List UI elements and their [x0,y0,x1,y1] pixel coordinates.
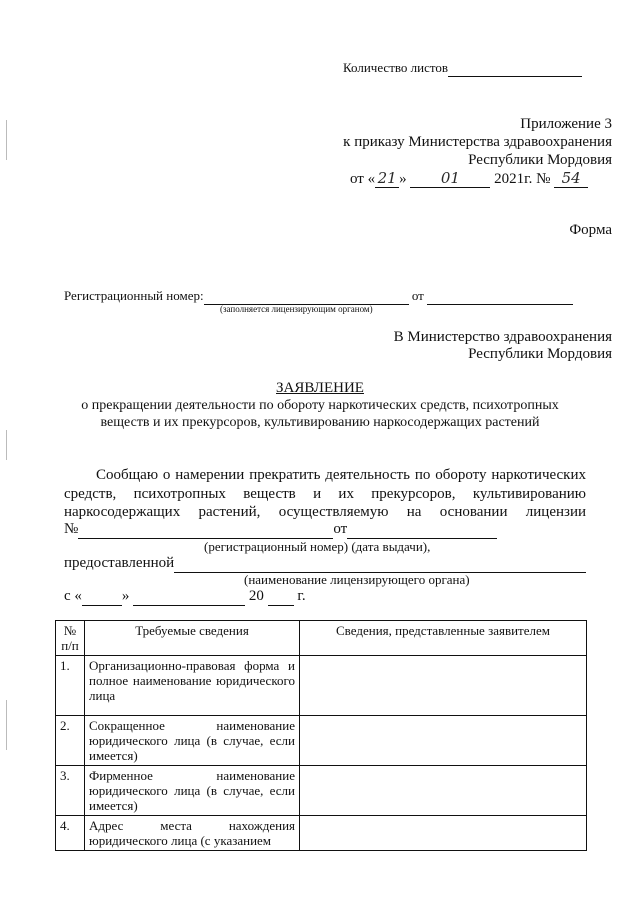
row-number: 2. [56,716,85,766]
license-line [64,521,497,539]
date-prefix: от « [350,171,376,187]
sheet-count-label: Количество листов [343,60,449,75]
document-subtitle-1: о прекращении деятельности по обороту наркотических средств, психотропных [81,398,559,413]
date-month: 01 [410,169,490,188]
row-number: 1. [56,656,85,716]
table-header-row [56,621,587,656]
table-row [56,816,587,851]
sheet-count-field [448,60,582,77]
registration-label: Регистрационный номер: [64,288,204,303]
body-line-1: Сообщаю о намерении прекратить деятельность по обороту наркотических [96,467,586,483]
scan-edge-mark [6,700,7,750]
header-applicant-info: Сведения, представленные заявителем [300,621,587,656]
registration-from-label: от [411,288,424,303]
provided-line [64,555,586,573]
since-year-field [268,588,294,606]
row-applicant-value[interactable] [300,766,587,816]
addressee-line-2: Республики Мордовия [468,346,612,362]
row-number: 4. [56,816,85,851]
appendix-line-1: Приложение 3 [520,116,612,132]
licensing-authority-field [174,555,586,573]
body-line-2: средств, психотропных веществ и их прекурсоров, культивированию [64,486,586,502]
row-applicant-value[interactable] [300,716,587,766]
authority-hint: (наименование лицензирующего органа) [244,572,470,587]
since-year: 20 [248,588,264,604]
row-required-info: Адрес места нахождения юридического лица (с указанием [85,816,300,851]
provided-label: предоставленной [64,555,175,571]
date-year: 2021г. № [494,171,551,187]
appendix-line-2: к приказу Министерства здравоохранения [343,134,612,150]
row-applicant-value[interactable] [300,816,587,851]
row-required-info: Фирменное наименование юридического лица (в случае, если имеется) [85,766,300,816]
document-title: ЗАЯВЛЕНИЕ [276,380,364,396]
appendix-line-3: Республики Мордовия [468,152,612,168]
license-number-field [78,521,333,539]
order-number: 54 [554,169,588,188]
table-row [56,656,587,716]
license-hint: (регистрационный номер) (дата выдачи), [204,539,431,554]
since-suffix: г. [297,588,306,604]
since-month-field [133,588,245,606]
row-number: 3. [56,766,85,816]
addressee-line-1: В Министерство здравоохранения [393,329,612,345]
table-row [56,716,587,766]
information-table [55,620,587,851]
registration-hint: (заполняется лицензирующим органом) [220,304,373,314]
since-date-line [64,588,306,606]
scan-edge-mark [6,430,7,460]
appendix-date-line [350,169,588,188]
body-line-3: наркосодержащих растений, осуществляемую на основании лицензии [64,504,586,520]
since-prefix: с « [64,588,82,604]
registration-line [64,288,573,305]
row-required-info: Сокращенное наименование юридического лица (в случае, если имеется) [85,716,300,766]
license-date-field [347,521,497,539]
sheet-count [343,60,582,77]
header-required-info: Требуемые сведения [85,621,300,656]
registration-date-field [427,288,573,305]
form-label: Форма [569,222,612,238]
row-required-info: Организационно-правовая форма и полное наименование юридического лица [85,656,300,716]
header-number: № п/п [56,621,85,656]
table-row [56,766,587,816]
since-day-field [82,588,122,606]
license-from-label: от [333,521,348,537]
document-subtitle-2: веществ и их прекурсоров, культивированию наркосодержащих растений [100,415,540,430]
date-mid: » [399,171,407,187]
row-applicant-value[interactable] [300,656,587,716]
since-mid: » [121,588,130,604]
license-number-label: № [64,521,79,537]
date-day: 21 [375,169,399,188]
registration-number-field [204,288,409,305]
scan-edge-mark [6,120,7,160]
